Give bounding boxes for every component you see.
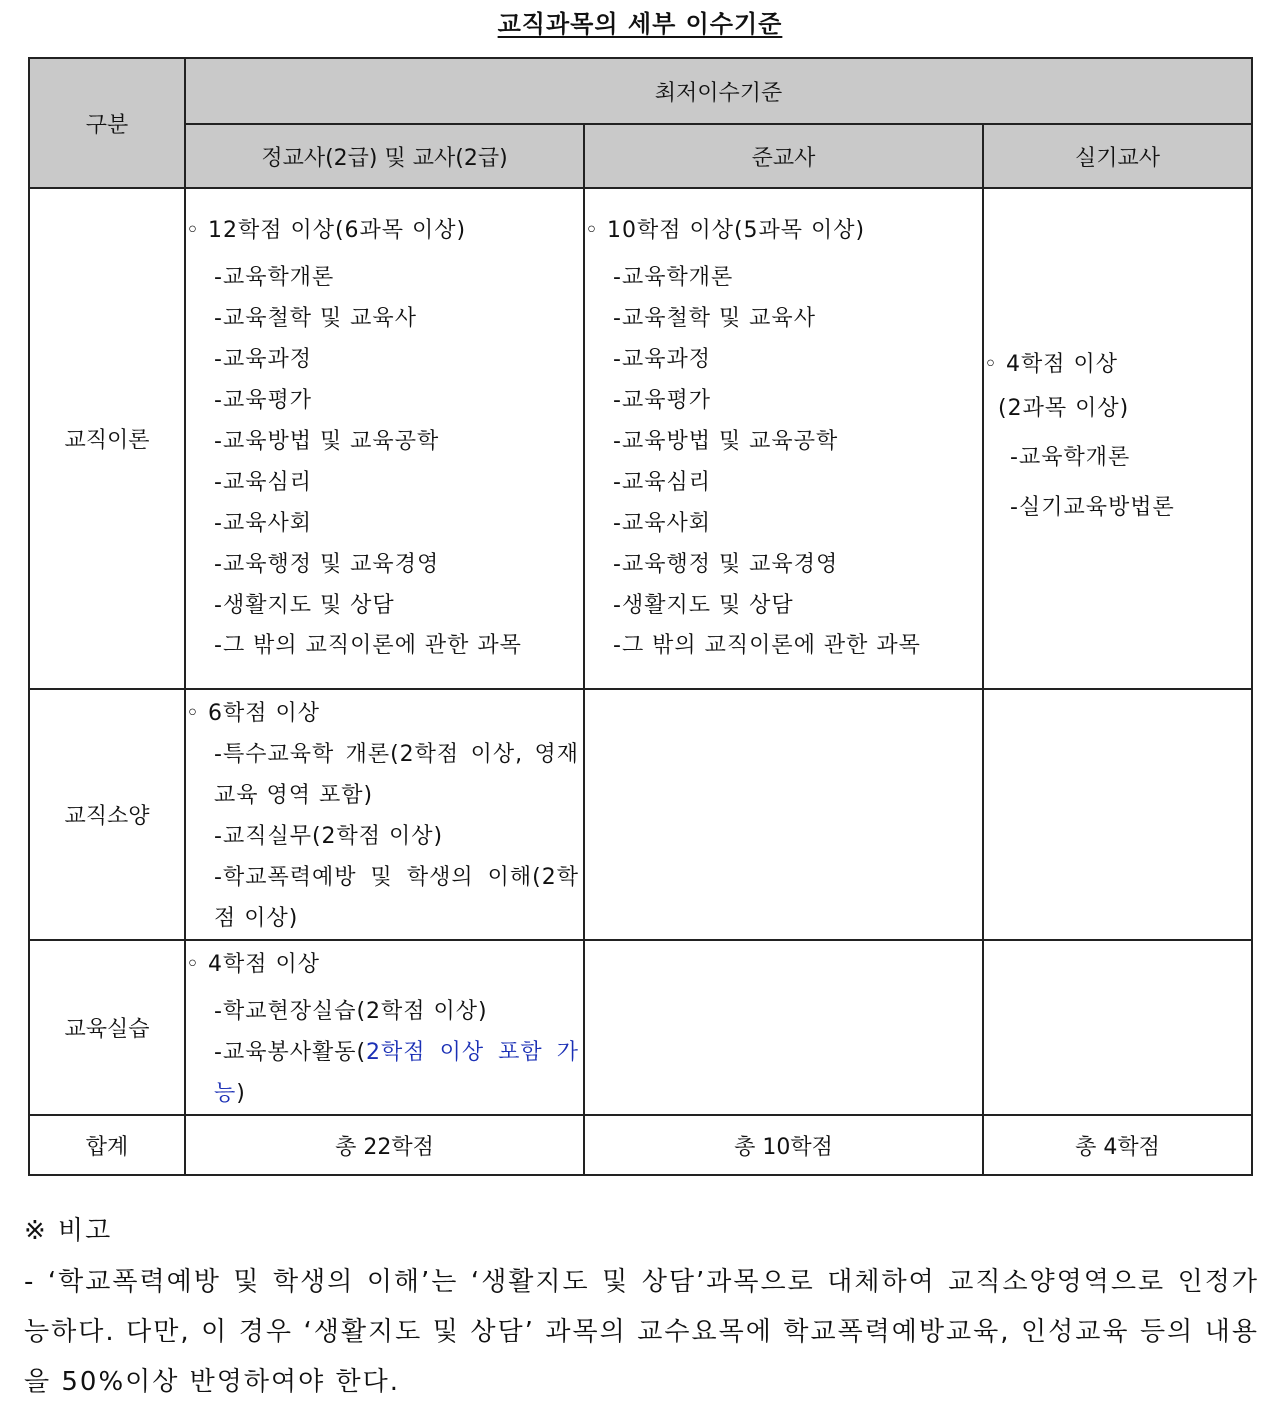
- theory-regular-bullet: ◦ 12학점 이상(6과목 이상): [186, 218, 467, 243]
- culture-cell-associate: [584, 689, 983, 940]
- header-category: 구분: [29, 58, 185, 188]
- remarks-title: ※ 비고: [24, 1216, 113, 1246]
- row-label-culture: 교직소양: [29, 689, 185, 940]
- header-col-practical-teacher: 실기교사: [983, 124, 1252, 188]
- list-item: -실기교육방법론: [1010, 494, 1175, 520]
- theory-practical-bullet: ◦ 4학점 이상: [984, 351, 1118, 377]
- document-title-text: 교직과목의 세부 이수기준: [497, 10, 783, 38]
- list-item: -교육행정 및 교육경영: [214, 552, 440, 577]
- table-row-practice: [29, 940, 1252, 1115]
- list-item: -교육학개론: [613, 265, 734, 290]
- header-col-regular-teacher: 정교사(2급) 및 교사(2급): [185, 124, 584, 188]
- list-item: [186, 1032, 583, 1114]
- practice-cell-associate: [584, 940, 983, 1115]
- list-item: -교육과정: [613, 347, 711, 372]
- list-item: -교육평가: [214, 388, 312, 413]
- list-item: -교육철학 및 교육사: [214, 306, 417, 331]
- culture-cell-regular: [185, 689, 584, 940]
- list-item: -교육심리: [214, 470, 312, 495]
- list-item: -교육심리: [613, 470, 711, 495]
- list-item: -교직실무(2학점 이상): [214, 824, 444, 849]
- theory-practical-subnote: (2과목 이상): [998, 395, 1130, 421]
- list-item: -교육철학 및 교육사: [613, 306, 816, 331]
- culture-cell-practical: [983, 689, 1252, 940]
- theory-cell-regular: [185, 188, 584, 689]
- list-item: -그 밖의 교직이론에 관한 과목: [613, 633, 921, 658]
- table-row-theory: [29, 188, 1252, 689]
- list-item: -교육사회: [613, 511, 711, 536]
- practice-cell-regular: [185, 940, 584, 1115]
- practice-item2-suffix: ): [236, 1081, 246, 1106]
- theory-cell-associate: [584, 188, 983, 689]
- list-item: -생활지도 및 상담: [214, 593, 395, 618]
- practice-cell-practical: [983, 940, 1252, 1115]
- list-item: -교육방법 및 교육공학: [613, 429, 839, 454]
- list-item: -교육방법 및 교육공학: [214, 429, 440, 454]
- list-item: -교육학개론: [1010, 444, 1131, 470]
- row-label-theory: 교직이론: [29, 188, 185, 689]
- document-title: [0, 4, 1280, 39]
- theory-cell-practical: [983, 188, 1252, 689]
- list-item: -특수교육학 개론(2학점 이상, 영재교육 영역 포함): [214, 742, 579, 808]
- header-col-associate-teacher: 준교사: [584, 124, 983, 188]
- list-item: -교육사회: [214, 511, 312, 536]
- total-regular: 총 22학점: [185, 1115, 584, 1175]
- remarks-body: - ‘학교폭력예방 및 학생의 이해’는 ‘생활지도 및 상담’과목으로 대체하여 교직소양영역으로 인정가능하다. 다만, 이 경우 ‘생활지도 및 상담’ 과목의 교수요목에 학교폭력예방교육, 인성교육 등의 내용을 50%이상 반영하여야 한다.: [24, 1267, 1259, 1397]
- practice-item2-prefix: -교육봉사활동(: [214, 1040, 367, 1065]
- list-item: -교육행정 및 교육경영: [613, 552, 839, 577]
- list-item: -교육학개론: [214, 265, 335, 290]
- remarks-section: [24, 1205, 1259, 1407]
- row-label-practice: 교육실습: [29, 940, 185, 1115]
- list-item: -학교현장실습(2학점 이상): [214, 999, 488, 1024]
- row-label-total: 합계: [29, 1115, 185, 1175]
- culture-regular-bullet: ◦ 6학점 이상: [186, 701, 320, 726]
- header-minimum-criteria: 최저이수기준: [185, 58, 1252, 124]
- table-row-total: [29, 1115, 1252, 1175]
- list-item: -교육과정: [214, 347, 312, 372]
- total-associate: 총 10학점: [584, 1115, 983, 1175]
- theory-associate-bullet: ◦ 10학점 이상(5과목 이상): [585, 218, 866, 243]
- list-item: -학교폭력예방 및 학생의 이해(2학점 이상): [214, 865, 579, 931]
- list-item: -교육평가: [613, 388, 711, 413]
- list-item: -생활지도 및 상담: [613, 593, 794, 618]
- list-item: -그 밖의 교직이론에 관한 과목: [214, 633, 522, 658]
- total-practical: 총 4학점: [983, 1115, 1252, 1175]
- criteria-table: [28, 57, 1253, 1176]
- practice-regular-bullet: ◦ 4학점 이상: [186, 952, 320, 977]
- table-row-culture: [29, 689, 1252, 940]
- practice-item2-highlight: 2학점 이상 포함 가능: [214, 1040, 579, 1106]
